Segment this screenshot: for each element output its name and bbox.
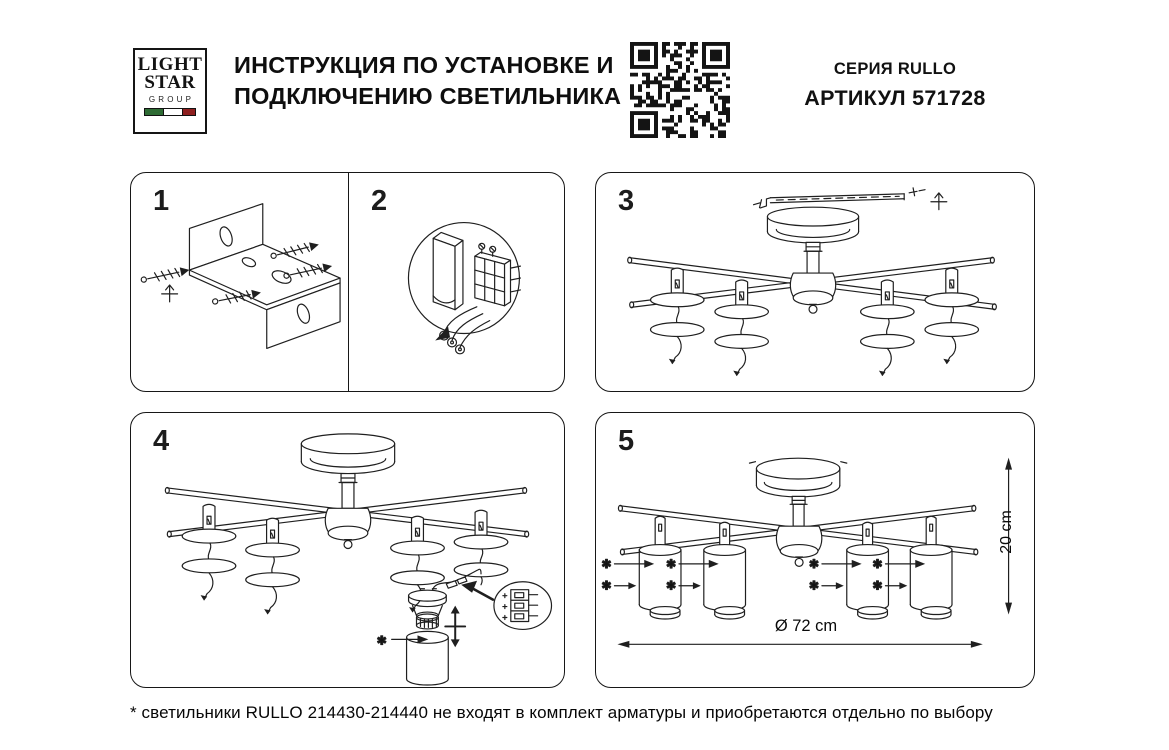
ceiling-canopy bbox=[301, 434, 394, 549]
page-title bbox=[234, 50, 621, 112]
qr-code-svg bbox=[630, 42, 730, 138]
svg-text:✱: ✱ bbox=[872, 556, 883, 571]
diameter-dimension-label: Ø 72 cm bbox=[774, 617, 838, 635]
flag-green bbox=[145, 109, 164, 115]
panel-steps-1-2 bbox=[130, 172, 565, 392]
flag-white bbox=[164, 109, 183, 115]
ceiling-canopy bbox=[767, 207, 858, 313]
flag-red bbox=[183, 109, 195, 115]
diameter-dimension bbox=[617, 641, 982, 648]
height-dimension-label: 20 cm bbox=[998, 510, 1015, 554]
article-label: АРТИКУЛ 571728 bbox=[804, 86, 986, 110]
step-number-2: 2 bbox=[371, 185, 388, 217]
step4-diagram bbox=[131, 413, 564, 687]
title-line-2: ПОДКЛЮЧЕНИЮ СВЕТИЛЬНИКА bbox=[234, 83, 622, 109]
svg-text:✱: ✱ bbox=[666, 556, 677, 571]
panel-step-3 bbox=[595, 172, 1035, 392]
lamp-holder bbox=[925, 268, 979, 364]
svg-text:✱: ✱ bbox=[872, 578, 883, 593]
ceiling-canopy bbox=[749, 458, 846, 566]
footnote: * светильники RULLO 214430-214440 не входят в комплект арматуры и приобретаются отдельно по выбору bbox=[130, 703, 993, 722]
svg-text:✱: ✱ bbox=[376, 633, 387, 648]
lamp-holder bbox=[861, 280, 915, 376]
screw-anchor bbox=[140, 266, 190, 285]
lamp-holder bbox=[182, 504, 236, 600]
shade-assembly bbox=[666, 522, 745, 619]
panel-step-4 bbox=[130, 412, 565, 688]
lamp-holder bbox=[246, 518, 300, 614]
step-number-5: 5 bbox=[618, 425, 635, 457]
step-number-3: 3 bbox=[618, 185, 635, 217]
mounting-bracket-drawing bbox=[140, 204, 340, 349]
logo-word-star: STAR bbox=[144, 72, 196, 93]
svg-text:✱: ✱ bbox=[601, 556, 612, 571]
logo-word-group: GROUP bbox=[148, 95, 195, 104]
wire bbox=[444, 307, 477, 334]
svg-text:✱: ✱ bbox=[809, 556, 819, 571]
shade-cylinder bbox=[407, 631, 449, 643]
lamp-holder bbox=[715, 280, 769, 376]
logo-word-light: LIGHT bbox=[137, 54, 203, 75]
screw-icon bbox=[931, 193, 947, 210]
step3-diagram bbox=[596, 173, 1034, 391]
brand-logo bbox=[133, 48, 207, 134]
terminal-detail-callout bbox=[461, 581, 551, 630]
step-number-1: 1 bbox=[153, 185, 170, 217]
svg-text:✱: ✱ bbox=[666, 578, 677, 593]
italy-flag-stripe bbox=[144, 108, 196, 116]
svg-text:✱: ✱ bbox=[601, 578, 612, 593]
panel-step-5 bbox=[595, 412, 1035, 688]
qr-code-icon bbox=[630, 42, 730, 138]
series-label: СЕРИЯ RULLO bbox=[833, 60, 957, 78]
mounting-bar bbox=[754, 188, 947, 210]
shade-assembly bbox=[873, 516, 952, 619]
step5-diagram bbox=[596, 413, 1034, 687]
panel-divider bbox=[348, 173, 349, 391]
product-identity bbox=[780, 60, 1010, 111]
svg-text:✱: ✱ bbox=[809, 578, 819, 593]
lamp-holder bbox=[651, 268, 705, 364]
step-number-4: 4 bbox=[153, 425, 170, 457]
title-line-1: ИНСТРУКЦИЯ ПО УСТАНОВКЕ И bbox=[234, 52, 614, 78]
screw-icon bbox=[162, 285, 178, 302]
wiring-detail-drawing bbox=[408, 223, 520, 354]
